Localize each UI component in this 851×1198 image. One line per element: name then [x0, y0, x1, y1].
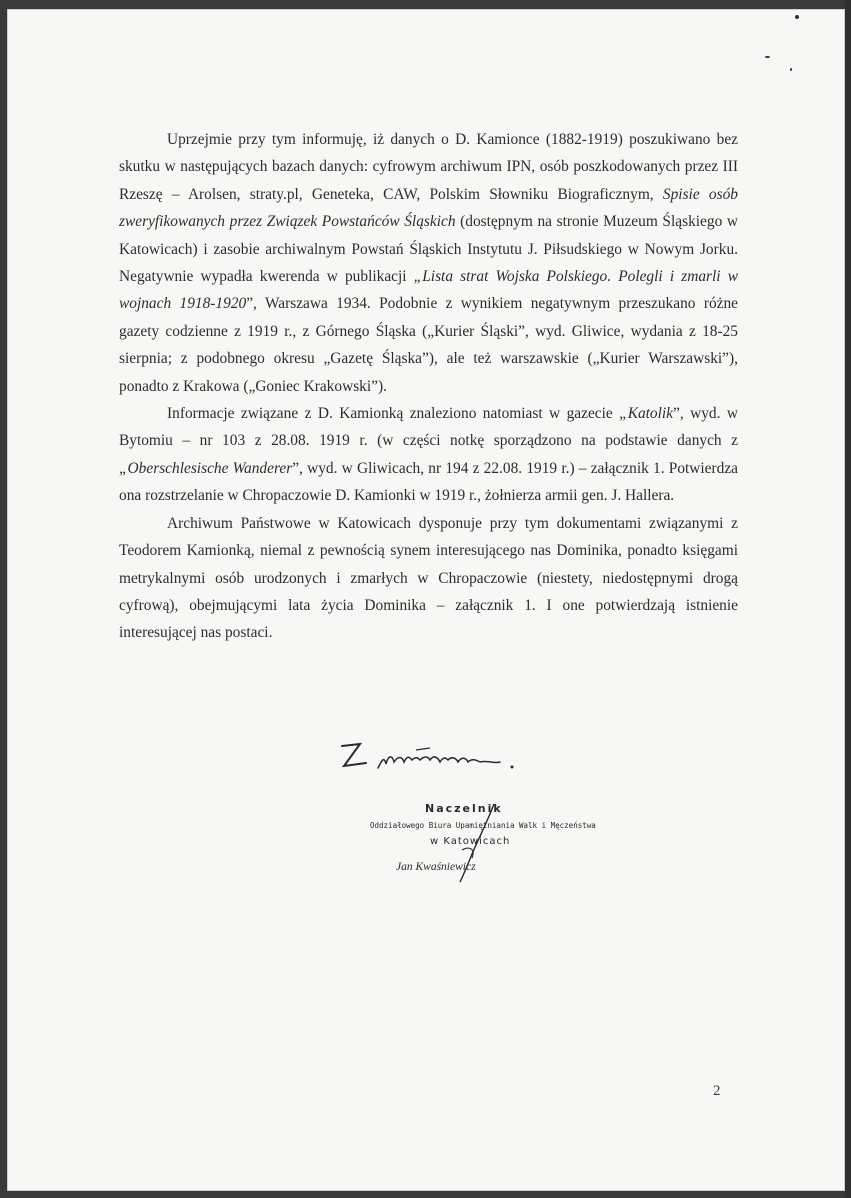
signature-stroke-icon [360, 802, 580, 892]
scan-border-right [845, 0, 851, 1198]
scan-speck [765, 56, 770, 58]
text-run: Informacje związane z D. Kamionką znaleziono natomiast w gazecie [167, 405, 620, 423]
stamp-signatory-name: Jan Kwaśniewicz [396, 861, 476, 873]
scan-border-bottom [0, 1191, 851, 1198]
stamp-city: w Katowicach [430, 836, 511, 847]
italic-text-run: „Lista strat Wojska Polskiego. Polegli i zmarli w wojnach 1918-1920 [119, 268, 738, 313]
scan-border-left [0, 0, 7, 1198]
closing-signature [338, 738, 528, 783]
text-run: ”, wyd. w Gliwicach, nr 194 z 22.08. 1919 r.) – załącznik 1. Potwierdza ona rozstrzelanie w Chropaczowie D. Kamionki w 1919 r., żołnierza armii gen. J. Hallera. [119, 459, 738, 505]
italic-text-run: Spisie osób zweryfikowanych przez Związek Powstańców Śląskich [119, 185, 739, 231]
scan-speck [795, 15, 799, 19]
stamp-organization: Oddziałowego Biura Upamiętniania Walk i Męczeństwa [370, 821, 596, 830]
italic-text-run: „Katolik [619, 405, 674, 423]
paragraph [119, 126, 738, 400]
italic-text-run: „Oberschlesische Wanderer [119, 459, 293, 477]
text-run: Uprzejmie przy tym informuję, iż danych o D. Kamionce (1882-1919) poszukiwano bez skutku w następujących bazach danych: cyfrowym archiwum IPN, osób poszkodowanych przez III Rzeszę – Arolsen, straty.pl, Geneteka, CAW, Polskim Słowniku Biograficznym, [119, 131, 738, 203]
paragraph [119, 400, 738, 510]
text-run: ”, wyd. w Bytomiu – nr 103 z 28.08. 1919 r. (w części notkę sporządzono na podstawie danych z [119, 405, 738, 450]
text-run: (dostępnym na stronie Muzeum Śląskiego w Katowicach) i zasobie archiwalnym Powstań Śląskich Instytutu J. Piłsudskiego w Nowym Jorku. Negatywnie wypadła kwerenda w publikacji [119, 213, 739, 286]
stamp-title: Naczelnik [425, 802, 503, 815]
scan-speck [790, 68, 792, 71]
letter-body [119, 126, 738, 647]
text-run: Archiwum Państwowe w Katowicach dysponuje przy tym dokumentami związanymi z Teodorem Kamionką, niemal z pewnością synem interesującego nas Dominika, ponadto księgami metrykalnymi osób urodzonych i zmarłych w Chropaczowie (niestety, niedostępnymi drogą cyfrową), obejmującymi lata życia Dominika – załącznik 1. I one potwierdzają istnienie interesującej nas postaci. [119, 514, 738, 642]
paragraph [119, 510, 738, 647]
text-run: ”, Warszawa 1934. Podobnie z wynikiem negatywnym przeszukano różne gazety codzienne z 1919 r., z Górnego Śląska („Kurier Śląski”, wyd. Gliwice, wydania z 18-25 sierpnia; z podobnego okresu „Gazetę Śląska”), ale też warszawskie („Kurier Warszawski”), ponadto z Krakowa („Goniec Krakowski”). [119, 295, 738, 395]
page-number: 2 [713, 1083, 721, 1099]
scan-border-top [0, 0, 851, 9]
handwritten-closing-icon [338, 738, 528, 778]
official-stamp [360, 802, 596, 892]
